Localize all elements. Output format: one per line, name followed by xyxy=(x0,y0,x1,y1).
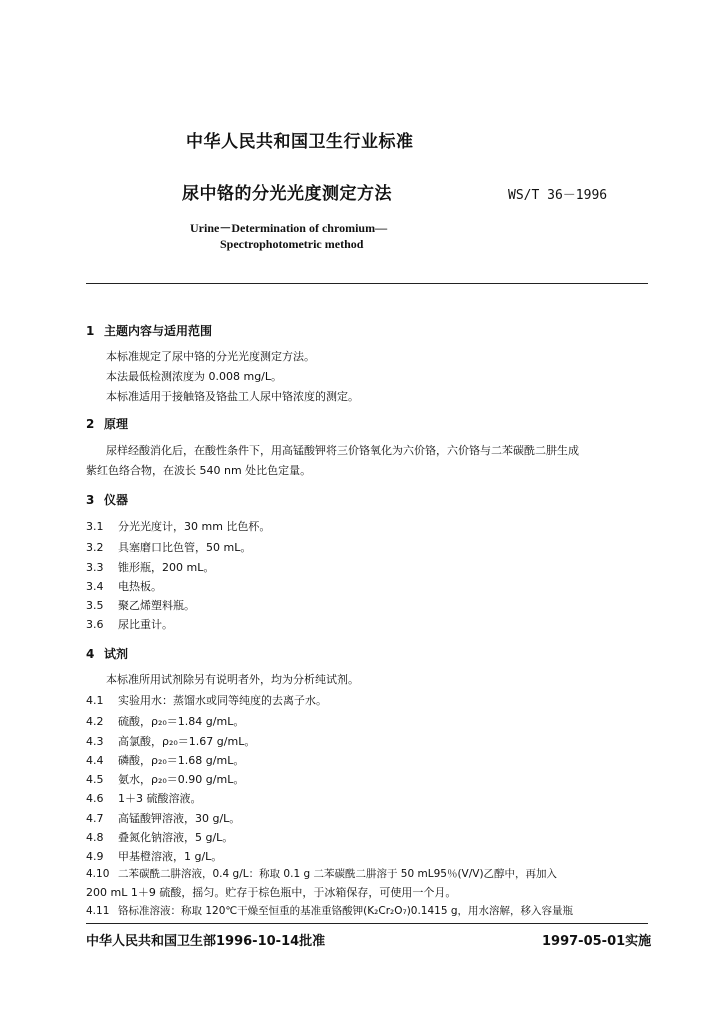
footer-issuer: 中华人民共和国卫生部1996-10-14批准 xyxy=(86,934,326,949)
list-item xyxy=(86,733,255,749)
section-4-heading xyxy=(86,645,128,662)
paragraph: 200 mL 1＋9 硫酸，摇匀。贮存于棕色瓶中，于冰箱保存，可使用一个月。 xyxy=(86,886,457,899)
standard-code: WS/T 36－1996 xyxy=(508,188,608,203)
section-title: 试剂 xyxy=(104,647,129,661)
section-3-heading xyxy=(86,491,128,508)
document-title: 尿中铬的分光光度测定方法 xyxy=(182,184,392,204)
list-item xyxy=(86,713,244,729)
item-number: 3.6 xyxy=(86,618,104,631)
item-number: 4.7 xyxy=(86,812,104,825)
list-item xyxy=(86,518,270,534)
item-text: 分光光度计，30 mm 比色杯。 xyxy=(118,520,271,533)
item-text: 聚乙烯塑料瓶。 xyxy=(118,599,195,612)
list-item xyxy=(86,810,240,826)
item-text: 电热板。 xyxy=(118,580,162,593)
section-number: 1 xyxy=(86,324,95,338)
list-item xyxy=(86,771,244,787)
list-item xyxy=(86,539,251,555)
section-title: 主题内容与适用范围 xyxy=(104,324,213,338)
english-title-line2: Spectrophotometric method xyxy=(220,237,364,251)
footer-effective-date: 1997-05-01实施 xyxy=(542,934,652,949)
item-number: 3.2 xyxy=(86,541,104,554)
paragraph: 尿样经酸消化后，在酸性条件下，用高锰酸钾将三价铬氧化为六价铬，六价铬与二苯碳酰二肼生成 xyxy=(106,444,579,457)
item-number: 4.10 xyxy=(86,868,110,880)
list-item xyxy=(86,848,222,864)
list-item xyxy=(86,692,327,708)
list-item xyxy=(86,866,557,881)
item-text: 实验用水：蒸馏水或同等纯度的去离子水。 xyxy=(118,694,327,707)
footer-divider xyxy=(86,923,648,924)
item-number: 4.3 xyxy=(86,735,104,748)
item-text: 磷酸，ρ₂₀＝1.68 g/mL。 xyxy=(118,754,245,767)
item-text: 二苯碳酰二肼溶液，0.4 g/L：称取 0.1 g 二苯碳酰二肼溶于 50 mL95％(V/V)乙醇中，再加入 xyxy=(118,868,558,880)
section-number: 3 xyxy=(86,493,95,507)
section-2-heading xyxy=(86,415,128,432)
section-number: 4 xyxy=(86,647,95,661)
paragraph: 紫红色络合物，在波长 540 nm 处比色定量。 xyxy=(86,464,312,477)
list-item xyxy=(86,616,173,632)
english-title-line1: Urine－Determination of chromium— xyxy=(190,221,388,235)
section-number: 2 xyxy=(86,417,95,431)
item-text: 氨水，ρ₂₀＝0.90 g/mL。 xyxy=(118,773,245,786)
item-text: 锥形瓶，200 mL。 xyxy=(118,561,215,574)
list-item xyxy=(86,752,244,768)
list-item xyxy=(86,790,202,806)
item-number: 3.1 xyxy=(86,520,104,533)
list-item xyxy=(86,578,162,594)
item-text: 铬标准溶液：称取 120℃干燥至恒重的基准重铬酸钾(K₂Cr₂O₇)0.1415 g，用水溶解，移入容量瓶 xyxy=(118,905,574,917)
list-item xyxy=(86,559,214,575)
paragraph: 本标准适用于接触铬及铬盐工人尿中铬浓度的测定。 xyxy=(106,390,359,403)
section-title: 原理 xyxy=(104,417,129,431)
item-number: 3.5 xyxy=(86,599,104,612)
item-text: 高氯酸，ρ₂₀＝1.67 g/mL。 xyxy=(118,735,256,748)
item-text: 具塞磨口比色管，50 mL。 xyxy=(118,541,252,554)
paragraph: 本标准所用试剂除另有说明者外，均为分析纯试剂。 xyxy=(106,673,359,686)
item-number: 4.11 xyxy=(86,905,110,917)
header-divider xyxy=(86,283,648,284)
list-item xyxy=(86,829,233,845)
section-1-heading xyxy=(86,322,212,339)
list-item xyxy=(86,597,195,613)
item-text: 尿比重计。 xyxy=(118,618,173,631)
item-text: 硫酸，ρ₂₀＝1.84 g/mL。 xyxy=(118,715,245,728)
item-text: 叠氮化钠溶液，5 g/L。 xyxy=(118,831,234,844)
item-number: 3.4 xyxy=(86,580,104,593)
item-text: 甲基橙溶液，1 g/L。 xyxy=(118,850,223,863)
item-number: 4.1 xyxy=(86,694,104,707)
item-number: 4.2 xyxy=(86,715,104,728)
item-number: 4.4 xyxy=(86,754,104,767)
section-title: 仪器 xyxy=(104,493,129,507)
item-number: 4.6 xyxy=(86,792,104,805)
standard-category: 中华人民共和国卫生行业标准 xyxy=(186,132,414,152)
item-number: 4.9 xyxy=(86,850,104,863)
item-number: 4.8 xyxy=(86,831,104,844)
paragraph: 本标准规定了尿中铬的分光光度测定方法。 xyxy=(106,350,315,363)
list-item xyxy=(86,903,573,918)
item-number: 3.3 xyxy=(86,561,104,574)
paragraph: 本法最低检测浓度为 0.008 mg/L。 xyxy=(106,370,283,383)
item-text: 高锰酸钾溶液，30 g/L。 xyxy=(118,812,241,825)
item-number: 4.5 xyxy=(86,773,104,786)
item-text: 1＋3 硫酸溶液。 xyxy=(118,792,202,805)
